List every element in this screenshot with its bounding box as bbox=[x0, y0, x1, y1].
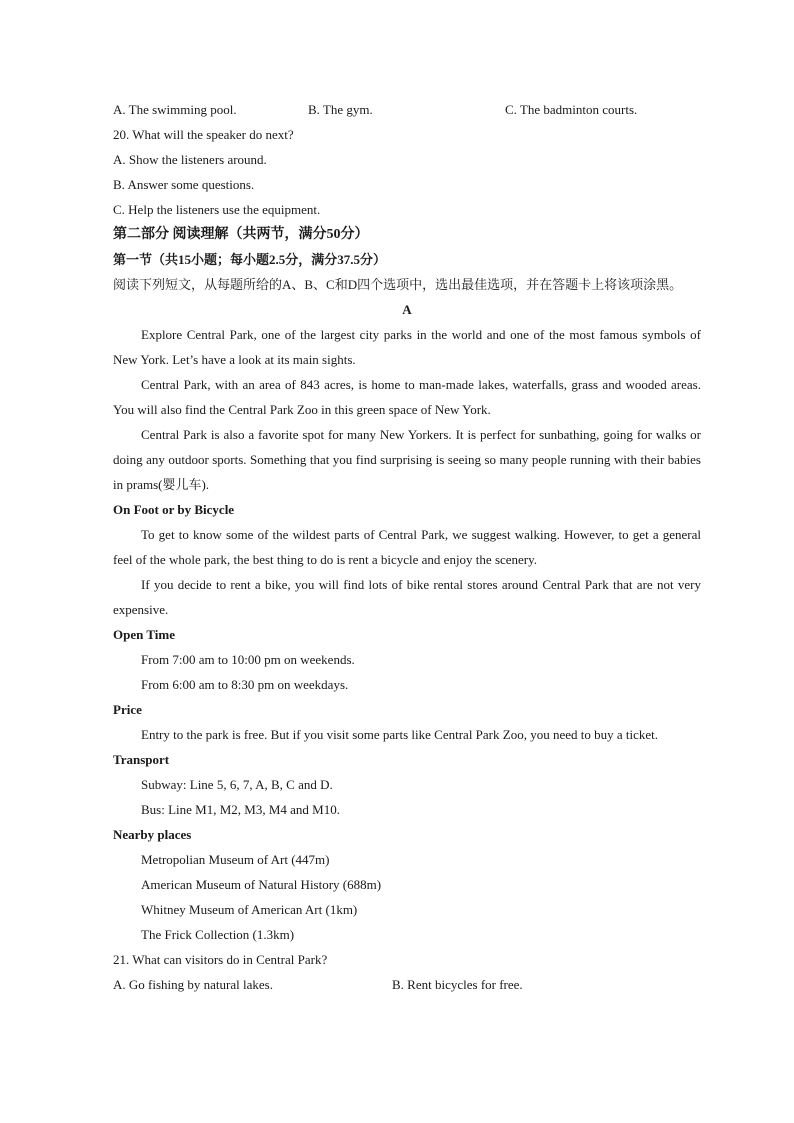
passage-paragraph-5: If you decide to rent a bike, you will find lots of bike rental stores around Central Park that are not very expensive. bbox=[113, 577, 701, 617]
heading-nearby-places: Nearby places bbox=[113, 827, 192, 842]
passage-paragraph-1: Explore Central Park, one of the largest city parks in the world and one of the most famous symbols of New York. Let’s have a look at its main sights. bbox=[113, 327, 701, 367]
passage-label: A bbox=[402, 302, 412, 317]
heading-price: Price bbox=[113, 702, 142, 717]
q21-options bbox=[113, 972, 701, 997]
q20-option-c: C. Help the listeners use the equipment. bbox=[113, 202, 321, 217]
transport-subway: Subway: Line 5, 6, 7, A, B, C and D. bbox=[141, 777, 333, 792]
open-time-weekends: From 7:00 am to 10:00 pm on weekends. bbox=[141, 652, 355, 667]
q19-options bbox=[113, 97, 701, 122]
section2-title: 第二部分 阅读理解（共两节，满分50分） bbox=[113, 227, 369, 242]
q19-option-a: A. The swimming pool. bbox=[113, 102, 237, 117]
passage-paragraph-4: To get to know some of the wildest parts of Central Park, we suggest walking. However, to get a general feel of the whole park, the best thing to do is rent a bicycle and enjoy the scenery. bbox=[113, 527, 701, 567]
nearby-place-3: Whitney Museum of American Art (1km) bbox=[141, 902, 358, 917]
q21-question: 21. What can visitors do in Central Park? bbox=[113, 952, 328, 967]
q19-option-b: B. The gym. bbox=[308, 102, 373, 117]
q21-option-a: A. Go fishing by natural lakes. bbox=[113, 977, 273, 992]
heading-on-foot: On Foot or by Bicycle bbox=[113, 502, 235, 517]
q20-option-b: B. Answer some questions. bbox=[113, 177, 255, 192]
transport-bus: Bus: Line M1, M2, M3, M4 and M10. bbox=[141, 802, 340, 817]
nearby-place-2: American Museum of Natural History (688m) bbox=[141, 877, 382, 892]
heading-transport: Transport bbox=[113, 752, 170, 767]
q19-option-c: C. The badminton courts. bbox=[505, 102, 638, 117]
nearby-place-4: The Frick Collection (1.3km) bbox=[141, 927, 295, 942]
heading-open-time: Open Time bbox=[113, 627, 176, 642]
section2-instruction: 阅读下列短文，从每题所给的A、B、C和D四个选项中，选出最佳选项，并在答题卡上将该项涂黑。 bbox=[113, 277, 683, 292]
price-text: Entry to the park is free. But if you visit some parts like Central Park Zoo, you need to buy a ticket. bbox=[141, 727, 658, 742]
q21-option-b: B. Rent bicycles for free. bbox=[392, 977, 523, 992]
passage-paragraph-3: Central Park is also a favorite spot for many New Yorkers. It is perfect for sunbathing, going for walks or doing any outdoor sports. Something that you find surprising is seeing so many people running with their babies in prams(婴儿车). bbox=[113, 427, 701, 492]
q20-question: 20. What will the speaker do next? bbox=[113, 127, 294, 142]
open-time-weekdays: From 6:00 am to 8:30 pm on weekdays. bbox=[141, 677, 349, 692]
passage-paragraph-2: Central Park, with an area of 843 acres, is home to man-made lakes, waterfalls, grass and wooded areas. You will also find the Central Park Zoo in this green space of New York. bbox=[113, 377, 701, 417]
q20-option-a: A. Show the listeners around. bbox=[113, 152, 267, 167]
nearby-place-1: Metropolian Museum of Art (447m) bbox=[141, 852, 330, 867]
exam-page bbox=[113, 97, 701, 997]
section2-subtitle: 第一节（共15小题；每小题2.5分，满分37.5分） bbox=[113, 252, 387, 267]
